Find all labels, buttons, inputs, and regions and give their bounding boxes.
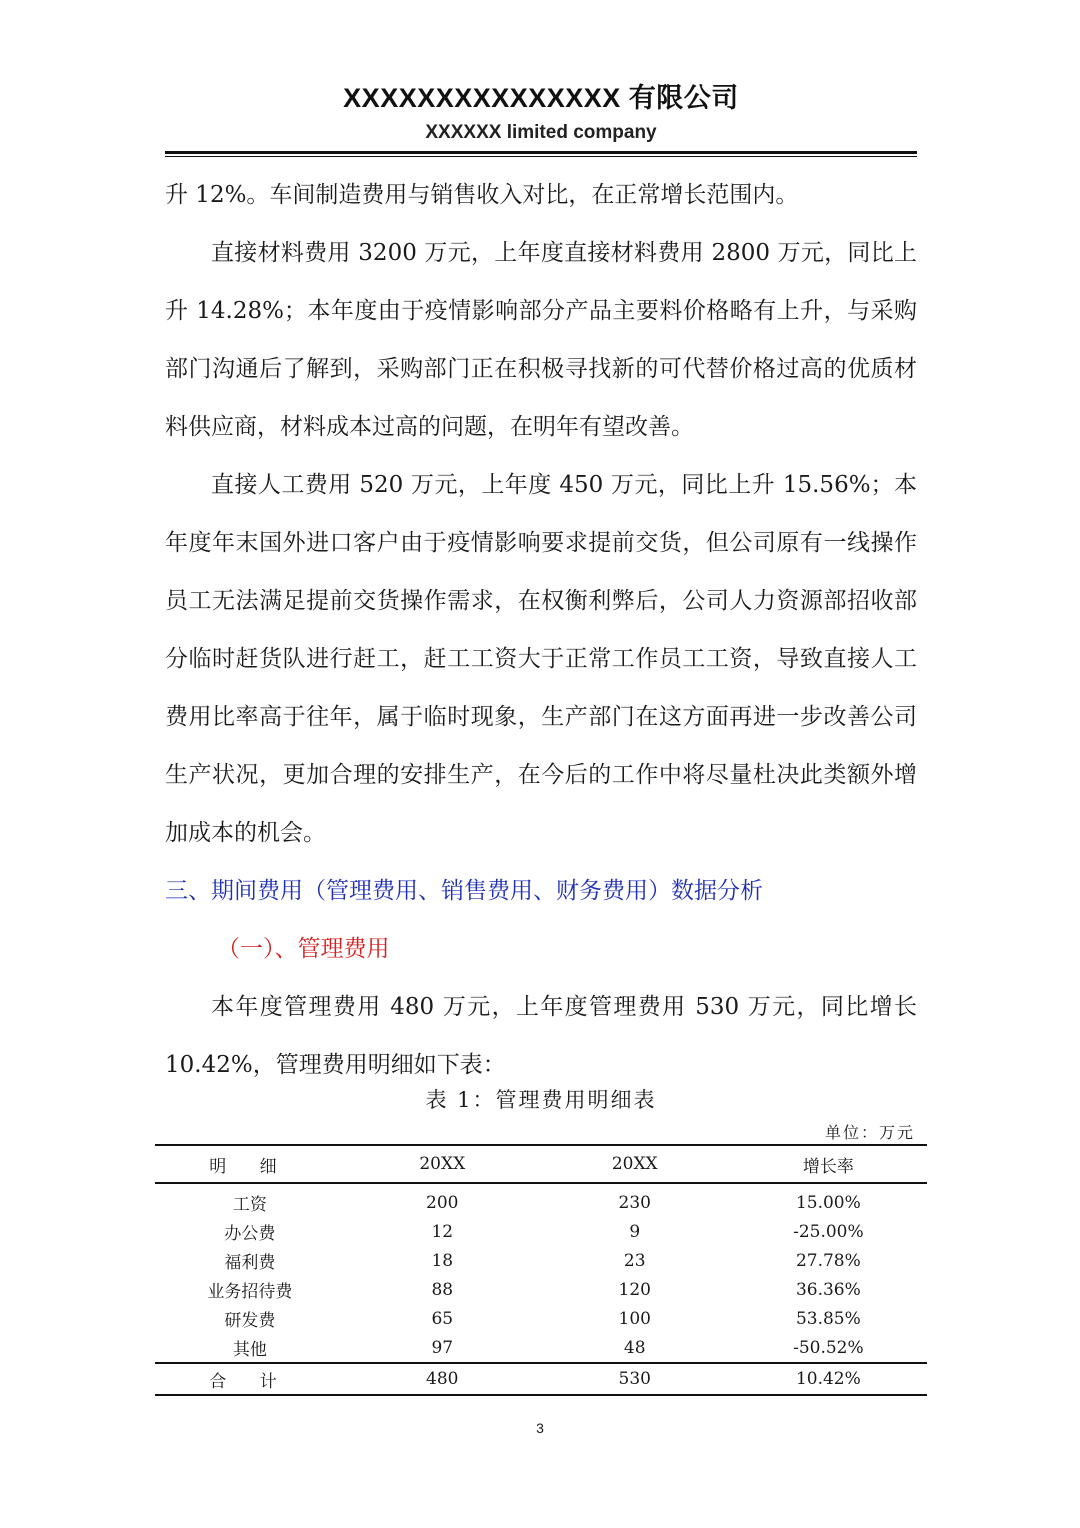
table-unit: 单位：万元 [824, 1123, 915, 1142]
paragraph-direct-materials: 直接材料费用 3200 万元，上年度直接材料费用 2800 万元，同比上升 14.28%；本年度由于疫情影响部分产品主要料价格略有上升，与采购部门沟通后了解到，采购部门正在积极寻找新的可代替价格过高的优质材料供应商，材料成本过高的问题，在明年有望改善。 [165, 240, 917, 440]
table-header-row [155, 1145, 927, 1183]
table-row [155, 1246, 927, 1275]
row-growth: 15.00% [795, 1192, 861, 1213]
row-growth: 36.36% [795, 1279, 861, 1300]
row-value-1: 200 [426, 1192, 459, 1213]
subsection-heading: （一）、管理费用 [217, 936, 390, 962]
table-row [155, 1275, 927, 1304]
row-value-2: 230 [618, 1192, 651, 1213]
row-growth: 53.85% [795, 1308, 861, 1329]
total-growth: 10.42% [730, 1363, 927, 1395]
row-label: 研发费 [224, 1311, 276, 1331]
row-value-2: 100 [618, 1308, 651, 1329]
paragraph-continuation: 升 12%。车间制造费用与销售收入对比，在正常增长范围内。 [165, 182, 799, 208]
company-name-english: XXXXXX limited company [425, 122, 657, 143]
row-value-2: 120 [618, 1279, 651, 1300]
total-value-1: 480 [345, 1363, 540, 1395]
header-rule-thick [165, 151, 917, 154]
header-rule-thin [165, 156, 917, 157]
table-caption: 表 1：管理费用明细表 [425, 1088, 657, 1112]
paragraph-direct-labor: 直接人工费用 520 万元，上年度 450 万元，同比上升 15.56%；本年度年末国外进口客户由于疫情影响要求提前交货，但公司原有一线操作员工无法满足提前交货操作需求，在权衡利弊后，公司人力资源部招收部分临时赶货队进行赶工，赶工工资大于正常工作员工工资，导致直接人工费用比率高于往年，属于临时现象，生产部门在这方面再进一步改善公司生产状况，更加合理的安排生产，在今后的工作中将尽量杜决此类额外增加成本的机会。 [165, 472, 917, 846]
row-value-2: 48 [623, 1337, 646, 1358]
row-value-1: 12 [431, 1221, 454, 1242]
table-row [155, 1217, 927, 1246]
document-body [165, 166, 917, 1094]
header-item: 明 细 [155, 1145, 345, 1183]
row-value-2: 9 [629, 1221, 641, 1242]
row-value-1: 65 [431, 1308, 454, 1329]
header-growth-rate: 增长率 [730, 1145, 927, 1183]
row-growth: -25.00% [793, 1221, 864, 1242]
row-value-1: 18 [431, 1250, 454, 1271]
table-total-row [155, 1363, 927, 1395]
page-number: 3 [536, 1420, 544, 1436]
row-value-1: 88 [431, 1279, 454, 1300]
table-row [155, 1183, 927, 1217]
total-value-2: 530 [540, 1363, 730, 1395]
header-year-2: 20XX [540, 1145, 730, 1183]
header-year-1: 20XX [345, 1145, 540, 1183]
row-label: 福利费 [224, 1253, 276, 1273]
table-row [155, 1333, 927, 1363]
section-heading: 三、期间费用（管理费用、销售费用、财务费用）数据分析 [165, 878, 763, 904]
row-growth: 27.78% [795, 1250, 861, 1271]
row-value-1: 97 [431, 1337, 454, 1358]
total-label: 合 计 [155, 1363, 345, 1395]
expense-table [155, 1144, 927, 1396]
row-label: 办公费 [224, 1224, 276, 1244]
paragraph-admin-expenses: 本年度管理费用 480 万元，上年度管理费用 530 万元，同比增长 10.42%，管理费用明细如下表： [165, 994, 917, 1078]
row-label: 业务招待费 [207, 1282, 293, 1302]
page-header [165, 78, 917, 146]
row-value-2: 23 [623, 1250, 646, 1271]
company-name: XXXXXXXXXXXXXXX 有限公司 [343, 83, 739, 113]
table-row [155, 1304, 927, 1333]
row-growth: -50.52% [793, 1337, 864, 1358]
row-label: 其他 [232, 1340, 267, 1360]
row-label: 工资 [232, 1195, 267, 1215]
